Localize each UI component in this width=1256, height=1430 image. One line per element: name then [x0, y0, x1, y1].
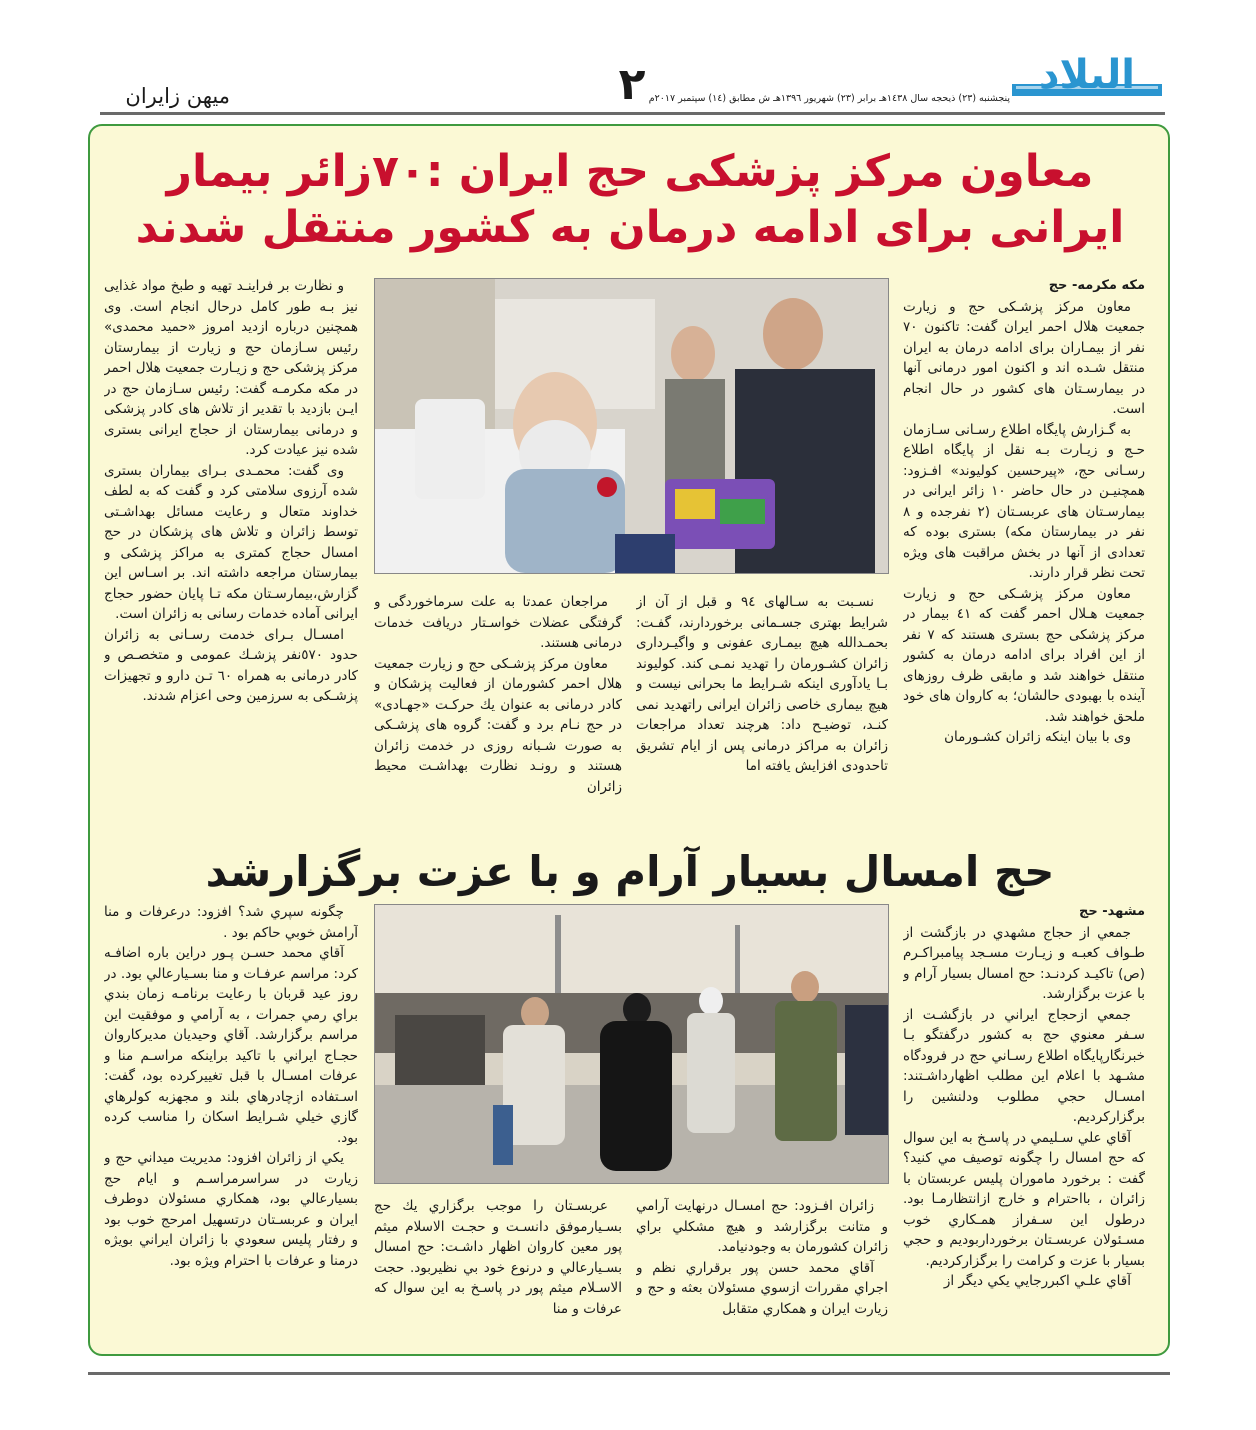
article1-paragraph: و نظارت بر فراينـد تهيه و طبخ مواد غذايى نيز بـه طور كامل درحال انجام است. وى همچنين درباره ازديد امروز «حميد محمدى» رئيس سـازمان حج و زيارت از بيمارستان مركز پزشكى حج و زيـارت جمعيت هلال احمر در مكه مكرمـه گفت: رئيس سـازمان حج در ايـن بازديد با تقدير از تلاش هاى كادر پزشكى و درمانى بيمارستان از حجاج ايرانى بسترى شده نيز عيادت كرد.: [104, 278, 358, 458]
article2-paragraph: زائران افـزود: حج امسـال درنهايت آرامي و متانت برگزارشد و هيچ مشكلي براي زائران كشورمان به وجودنيامد.: [636, 1198, 888, 1255]
article1-headline: [130, 144, 1130, 256]
article2-paragraph: آقاي علي سـليمي در پاسـخ به اين سوال كه حج امسال را چگونه توصيف مي كنيد؟ گفت : برخورد ماموران پليس عربستان با زائران ، بااحترام و خارج ازانتظارمـا بود. درطول اين سـفراز همـكاري خوب مسـئولان عربسـتان برخورداربوديم و حجي بسيار با عزت و كرامت را برگزاركرديم.: [903, 1129, 1145, 1269]
headline-line-1: معاون مركز پزشكى حج ايران :٧٠زائر بيمار: [166, 146, 1094, 197]
header-divider: [100, 112, 1165, 115]
article1-dateline: مكه مكرمه- حج: [1048, 278, 1145, 293]
article2-col-left: [104, 902, 358, 1338]
article1-paragraph: معاون مركز پزشـكى حج و زيارت جمعيت هلال احمر ايران گفت: تاكنون ٧٠ نفر از بيمـاران براى ادامه درمان به ايران منتقل شـده اند و اكنون امور درمانى آنها در بيمارسـتان هاى كشور در حال انجام است.: [903, 298, 1145, 417]
article2-col-center-right: [636, 1196, 888, 1338]
article1-paragraph: معاون مركز پزشـكى حج و زيارت جمعيت هلال احمر كشورمان از فعاليت پزشكان و كادر درمانى به عنوان يك حركـت «جهـادى» در حج نـام برد و گفت: گروه هاى پزشـكى به صورت شـبانه روزى در خدمت زائران هستند و رونـد نظارت بهداشـت محيط زائران: [374, 655, 622, 795]
section-label: ميهن زايران: [125, 84, 230, 108]
article1-paragraph: به گـزارش پايگاه اطلاع رسـانى سـازمان حـج و زيـارت بـه نقل از پايگاه اطلاع رسـانى حج، «پيرحسين كوليوند» افـزود: همچنيـن در حال حاضر ١٠ زائر ايرانى در بيمارسـتان هاى عربسـتان (٢ نفرجده و ٨ نفر در بيمارستان مكه) بسترى بوده كه تعدادى از آنها در بخش مراقبت هاى ويژه تحت نظر قرار دارند.: [903, 421, 1145, 581]
hospital-visit-photo: [374, 278, 889, 574]
headline-line-2: ايرانى براى ادامه درمان به كشور منتقل شدند: [135, 202, 1125, 253]
article2-paragraph: آقاي علـي اكبررجايي يكي ديگر از: [943, 1273, 1131, 1289]
article2-paragraph: آقاي محمد حسن پور برقراري نظم و اجراي مقررات ازسوي مسئولان بعثه و حج و زيارت ايران و همكاري متقابل: [636, 1259, 888, 1317]
article2-paragraph: آقاي محمد حسـن پـور دراين باره اضافـه كرد: مراسم عرفـات و منا بسـيارعالي بود. در روز عيد قربان با رعايت برنامـه زمان بندي براي رمي جمرات ، به آرامي و موفقيت اين مراسم برگزارشد. آقاي وحيديان مديركاروان حجـاج ايراني با تاكيد براينكه مراسـم منا و عرفات امسـال با قبل تغييركرده بود، گفت: اسـتفاده ازچادرهاي بلند و مجهزبه كولرهاي گازي خيلي شـرايط اسكان را مناسب كرده بود.: [104, 945, 358, 1146]
article2-headline: حج امسال بسيار آرام و با عزت برگزارشد: [205, 847, 1055, 896]
article1-col-center-right: [636, 592, 888, 824]
article1-paragraph: امسـال بـراى خدمت رسـانى به زائران حدود ٥٧٠نفر پزشـك عمومى و متخصـص و كادر درمانى به همراه ٦٠ تـن دارو و تجهيزات پزشـكى به سرزمين وحى اعزام شدند.: [104, 626, 358, 704]
masthead-logo: [1012, 52, 1162, 104]
article2-col-right: [903, 902, 1145, 1338]
article2-dateline: مشهد- حج: [1078, 904, 1145, 919]
article1-paragraph: وى گفت: محمـدى بـراى بيماران بسترى شده آرزوى سلامتى كرد و گفت كه به لطف خداوند متعال و رعايت مسائل بهداشـتى توسط زائران و تلاش هاى پزشكان در حج امسال حجاج كمترى به مراكز پزشكى و بيمارستان مراجعه داشته اند. بر اسـاس اين گزارش،بيمارسـتان مكه تـا پايان حضور حجاج ايرانى آماده خدمات رسانى به زائران است.: [104, 462, 358, 622]
article2-paragraph: جمعي ازحجاج ايراني در بازگشـت از سـفر معنوي حج به كشور درگفتگو بـا خبرنگارپايگاه اطلاع رسـاني حج در فرودگاه مشـهد با اعلام اين مطلب اظهارداشـتند: امسـال حجي مطلوب ودلنشين را برگزاركرديم.: [903, 1006, 1145, 1125]
article2-paragraph: عربسـتان را موجب برگزاري يك حج بسـيارموفق دانسـت و حجـت الاسلام ميثم پور معين كاروان اظهار داشـت: حج امسال بسـيارعالي و درنوع خود بي نظيربود. حجت الاسـلام ميثم پور در پاسـخ به اين سوال كه عرفات و منا: [374, 1198, 622, 1317]
article1-col-right: [903, 276, 1145, 824]
article2-paragraph: چگونه سپري شد؟ افزود: درعرفات و منا آرامش خوبي حاكم بود .: [104, 904, 358, 941]
article1-col-left: [104, 276, 358, 824]
article2-col-center-left: [374, 1196, 622, 1338]
issue-dateline: پنجشنبه (٢٣) ذيحجه سال ١٤٣٨هـ برابر (٢٣) شهريور ١٣٩٦هـ ش مطابق (١٤) سپتمبر ٢٠١٧م: [648, 93, 1010, 104]
page-number: ٢: [618, 59, 646, 110]
article2-paragraph: جمعي از حجاج مشهدي در بازگشت از طـواف كعبـه و زيـارت مسـجد پيامبراكـرم (ص) تاكيـد كردنـد: حج امسال بسيار آرام و با عزت برگزارشد.: [903, 924, 1145, 1002]
article1-paragraph: معاون مركز پزشـكى حج و زيارت جمعيت هـلال احمر گفت كه ٤١ بيمار در مركز پزشكى حج بسترى هستند كه ٧ نفر از اين افراد براى ادامه درمان به كشور منتقل خواهند شد و مابقى ظرف روزهاى آينده با بهبودى حالشان؛ به كاروان هاى خود ملحق خواهند شد.: [903, 585, 1145, 725]
article1-col-center-left: [374, 592, 622, 824]
footer-divider: [88, 1372, 1170, 1375]
logo-text: البلاد: [1039, 52, 1135, 98]
article1-paragraph: وى با بيان اينكه زائران كشـورمان: [944, 729, 1131, 745]
article2-paragraph: يكي از زائران افزود: مديريت ميداني حج و زيارت در سراسرمراسـم و ايام حج بسيارعالي بود، همكاري مسئولان دوطرف ايران و عربسـتان درتسهيل امرحج خوب بود و رفتار پليس سعودي با زائران ايراني بويژه درمنا و عرفات با احترام ويژه بود.: [104, 1150, 358, 1269]
article1-paragraph: نسـبت به سـالهاى ٩٤ و قبل از آن از شرايط بهترى جسـمانى برخوردارند، گفـت: بحمـدالله هيچ بيمـارى عفونى و واگيـردارى زائران كشـورمان را تهديد نمـى كند. كوليوند بـا يادآورى اينكه شـرايط ما بحرانى نيست و هيچ بيمارى خاصى زائران ايرانى راتهديد نمى كنـد، توضيـح داد: هرچند تعداد مراجعات زائران به مراكز درمانى پس از ايام تشريق تاحدودى افزايش يافته اما: [636, 594, 888, 774]
article1-paragraph: مراجعان عمدتا به علت سرماخوردگى و گرفتگى عضلات خواسـتار دريافت خدمات درمانى هستند.: [374, 594, 622, 651]
pilgrims-arrival-photo: [374, 904, 889, 1184]
